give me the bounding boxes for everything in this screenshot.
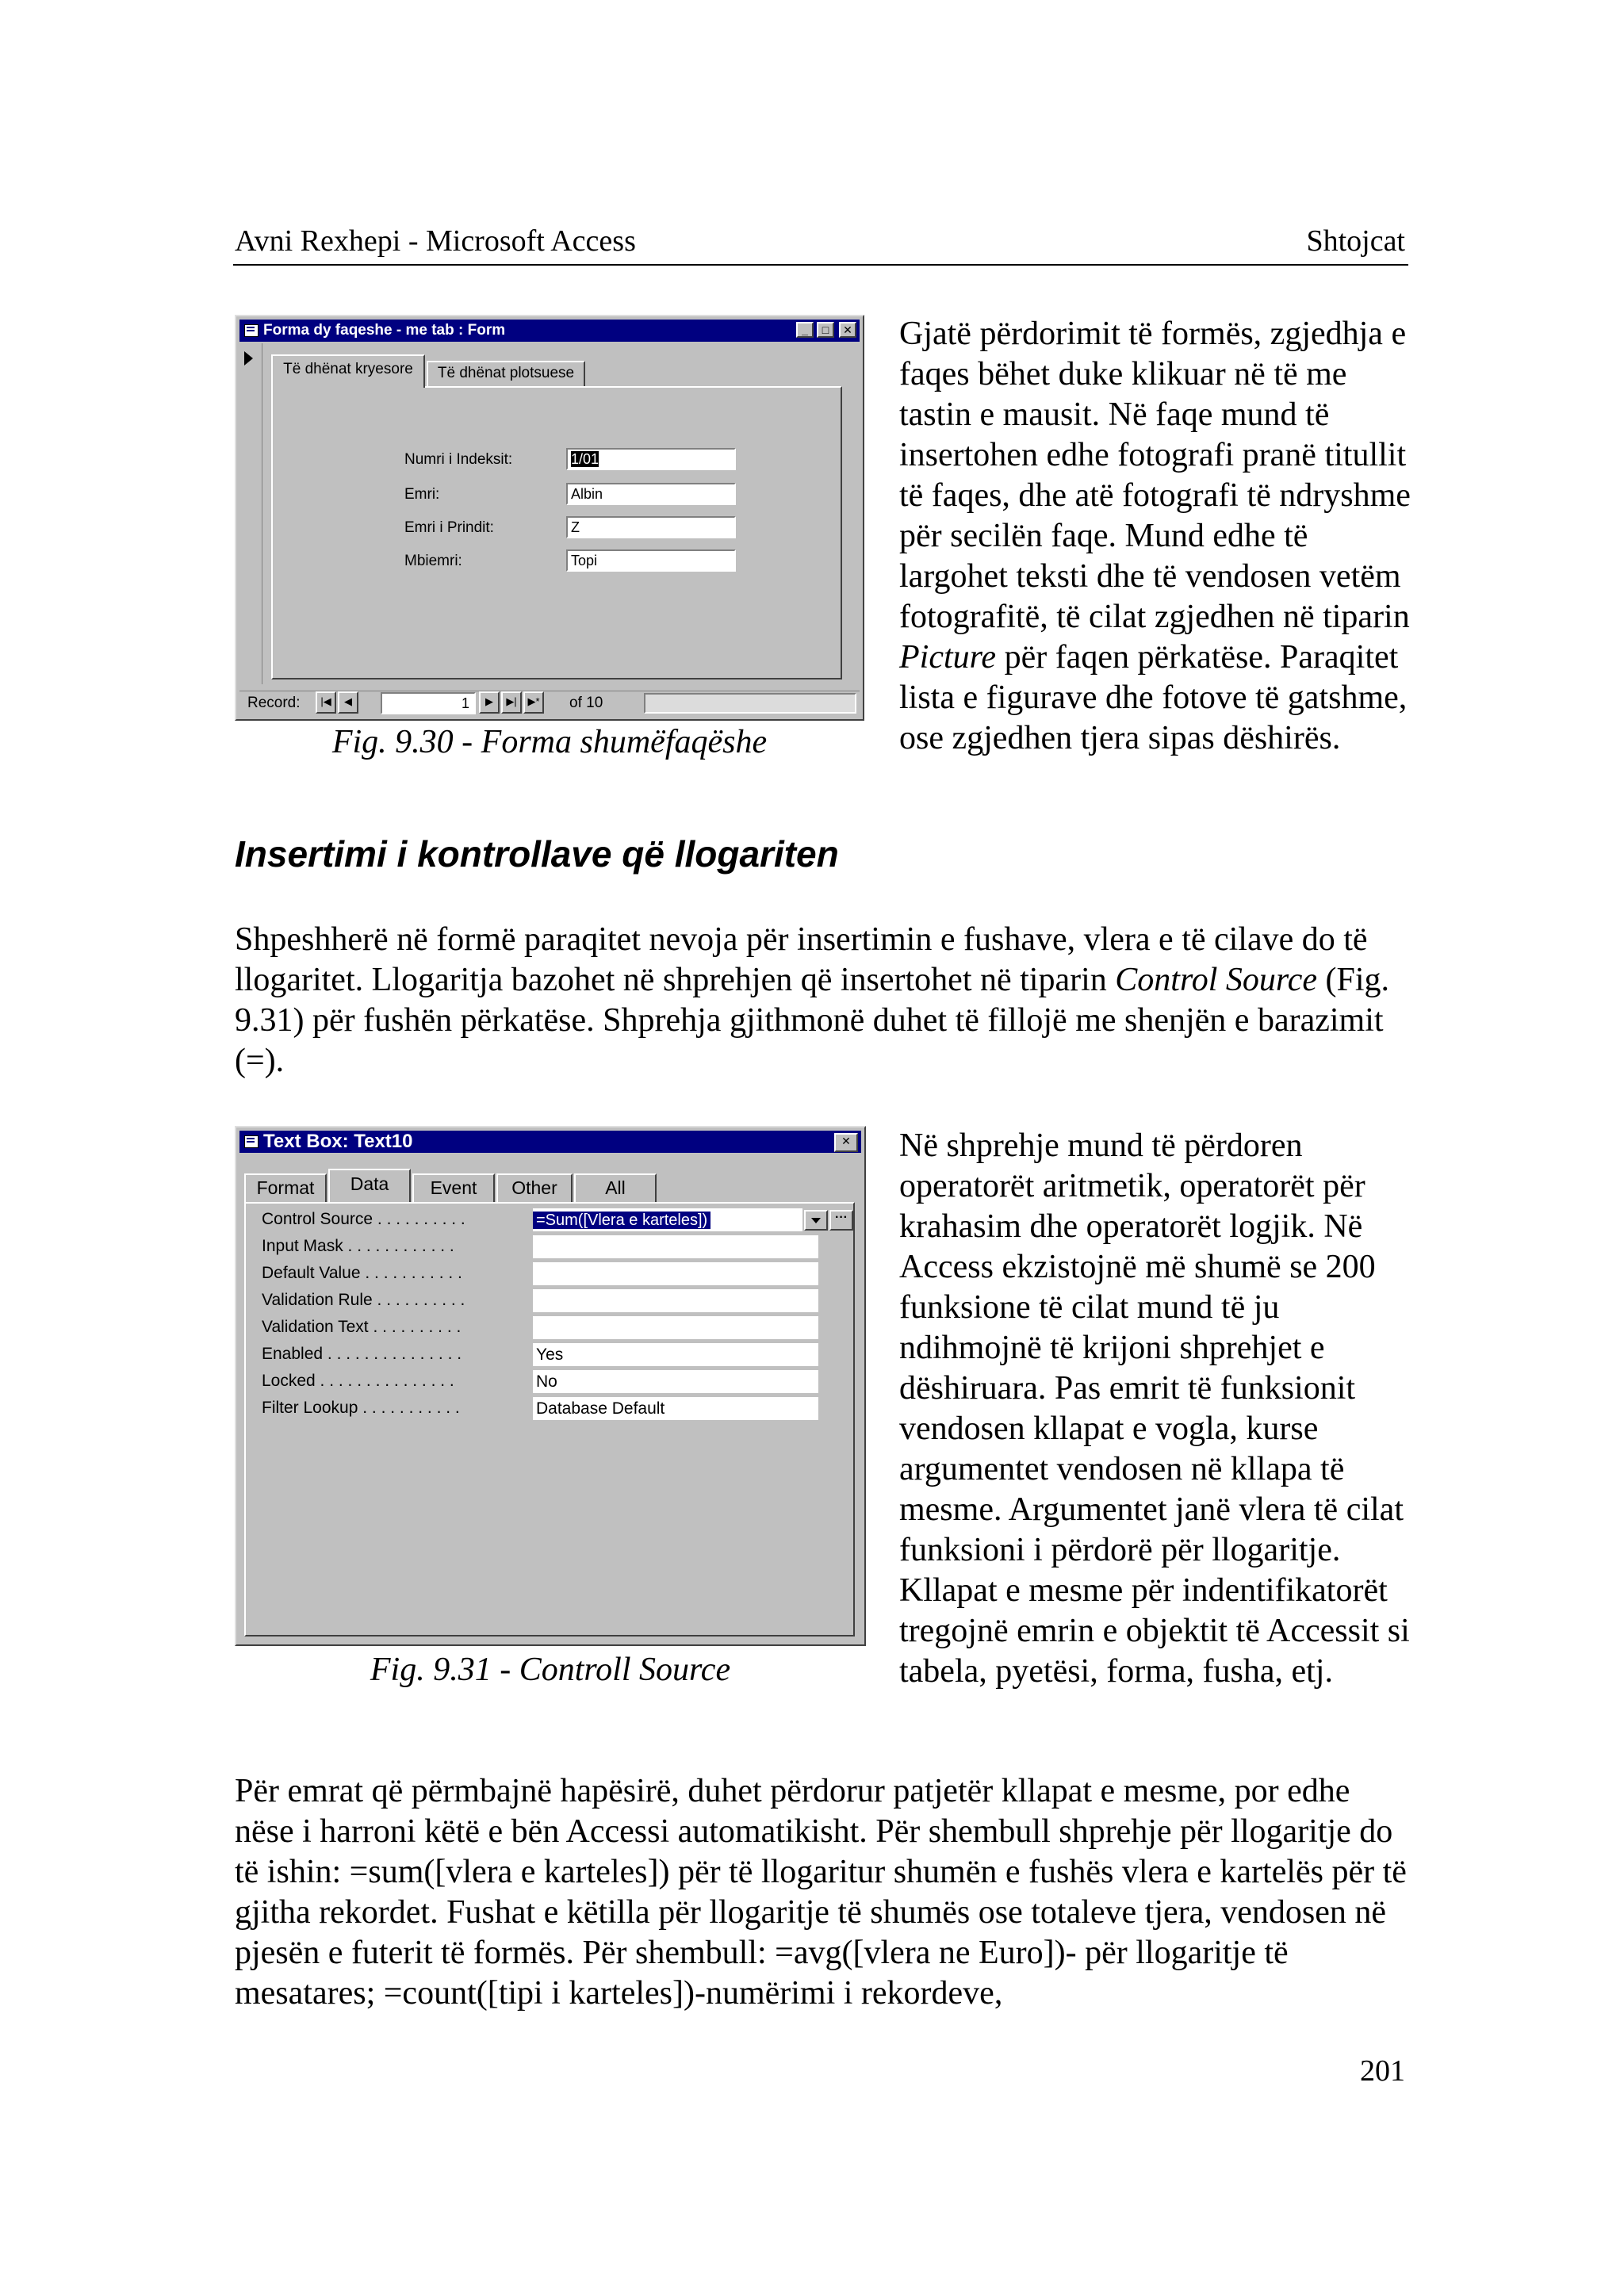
- numri-i-indeksit-value: 1/01: [571, 451, 599, 467]
- page-number: 201: [1360, 2054, 1405, 2088]
- property-value[interactable]: [533, 1316, 818, 1340]
- tab-label: Event: [430, 1177, 477, 1198]
- chevron-down-icon: [811, 1218, 821, 1223]
- property-validation-rule[interactable]: [246, 1289, 856, 1313]
- record-navigation: [239, 691, 860, 715]
- figure-caption-9-31: Fig. 9.31 - Controll Source: [370, 1652, 731, 1688]
- figure-caption-9-30: Fig. 9.30 - Forma shumëfaqëshe: [331, 724, 768, 760]
- property-sheet-window: [235, 1126, 866, 1646]
- tab-control: [271, 354, 842, 679]
- close-button[interactable]: ✕: [834, 1133, 858, 1152]
- tab-label: Other: [511, 1177, 557, 1198]
- section-heading: Insertimi i kontrollave që llogariten: [235, 833, 839, 875]
- running-header-title: Avni Rexhepi - Microsoft Access: [235, 224, 636, 258]
- paragraph-pages-text-end: për faqen përkatëse. Paraqitet lista e figurave dhe fotove të gatshme, ose zgjedhen tjera sipas dëshirës.: [899, 639, 1408, 756]
- property-value[interactable]: [533, 1235, 818, 1259]
- label-mbiemri: Mbiemri:: [404, 553, 462, 569]
- property-validation-text[interactable]: [246, 1316, 856, 1340]
- tab-te-dhenat-plotsuese[interactable]: [427, 361, 585, 386]
- property-enabled[interactable]: [246, 1343, 856, 1367]
- paragraph-functions: Në shprehje mund të përdoren operatorët aritmetik, operatorët për krahasim dhe operatorët logjik. Në Access ekzistojnë më shumë se 200 funksione të cilat mund të ju ndihmojnë të krijoni shprehjet e dëshiruara. Pas emrit të funksionit vendosen kllapat e vogla, kurse argumentet vendosen në kllapa të mesme. Argumentet janë vlera të cilat funksioni i përdorë për llogaritje. Kllapat e mesme për indentifikatorët tregojnë emrin e objektit të Accessit si tabela, pyetësi, forma, fusha, etj.: [899, 1127, 1410, 1690]
- property-sheet-title: Text Box: Text10: [263, 1131, 413, 1152]
- tab-other[interactable]: [496, 1173, 573, 1202]
- tab-label: Format: [256, 1177, 315, 1198]
- control-source-value: =Sum([Vlera e karteles]): [533, 1212, 710, 1229]
- property-label: Locked . . . . . . . . . . . . . . .: [262, 1372, 454, 1390]
- paragraph-calculated-text: Shpeshherë në formë paraqitet nevoja për insertimin e fushave, vlera e të cilave do të llogaritet. Llogaritja bazohet në shprehjen që insertohet në tiparin: [235, 921, 1368, 998]
- form-window-title: Forma dy faqeshe - me tab : Form: [263, 322, 506, 339]
- tab-page: [271, 386, 842, 679]
- tab-label: Të dhënat plotsuese: [437, 365, 575, 381]
- property-label: Enabled . . . . . . . . . . . . . . .: [262, 1345, 462, 1363]
- paragraph-pages-text: Gjatë përdorimit të formës, zgjedhja e faqes bëhet duke klikuar në të me tastin e mausit. Në faqe mund të insertohen edhe fotografi pranë titullit të faqes, dhe atë fotografi të ndryshme për secilën faqe. Mund edhe të largohet teksti dhe të vendosen vetëm fotografitë, të cilat zgjedhen në tiparin: [899, 316, 1411, 635]
- form-window: [235, 315, 864, 721]
- record-number-input[interactable]: [381, 692, 476, 714]
- tab-label: Data: [350, 1173, 389, 1194]
- property-tabs: [244, 1169, 855, 1202]
- maximize-button[interactable]: □: [817, 322, 834, 338]
- property-input-mask[interactable]: [246, 1235, 856, 1259]
- properties-icon: [244, 1135, 259, 1148]
- last-record-icon[interactable]: ▶|: [501, 691, 522, 714]
- property-page: [244, 1202, 855, 1636]
- builder-button[interactable]: ···: [829, 1210, 853, 1231]
- mbiemri-field[interactable]: Topi: [566, 549, 736, 572]
- tab-event[interactable]: [412, 1173, 495, 1202]
- record-selector[interactable]: [239, 343, 262, 684]
- control-source-input[interactable]: [533, 1208, 802, 1232]
- property-value[interactable]: Yes: [533, 1343, 818, 1367]
- control-source-term: Control Source: [1115, 962, 1317, 998]
- tab-label: Të dhënat kryesore: [283, 361, 413, 377]
- property-value[interactable]: Database Default: [533, 1397, 818, 1421]
- dropdown-button[interactable]: [804, 1210, 828, 1231]
- paragraph-examples: Për emrat që përmbajnë hapësirë, duhet përdorur patjetër kllapat e mesme, por edhe nëse i harroni këtë e bën Accessi automatikisht. Për shembull shprehje për llogaritje do të ishin: =sum([vlera e karteles]) për të llogaritur shumën e fushës vlera e kartelës për të gjitha rekordet. Fushat e këtilla për llogaritje të shumës ose totaleve tjera, vendosen në pjesën e futerit të formës. Për shembull: =avg([vlera ne Euro])- për llogaritje të mesatares; =count([tipi i karteles])-numërimi i rekordeve,: [235, 1773, 1407, 2012]
- property-label: Validation Text . . . . . . . . . .: [262, 1318, 462, 1336]
- label-emri-i-prindit: Emri i Prindit:: [404, 519, 494, 536]
- record-label: Record:: [247, 695, 301, 711]
- horizontal-scrollbar[interactable]: [644, 693, 856, 714]
- picture-term: Picture: [899, 639, 997, 676]
- property-label: Default Value . . . . . . . . . . .: [262, 1264, 462, 1282]
- property-list: [246, 1208, 856, 1430]
- property-control-source[interactable]: [246, 1208, 856, 1232]
- property-label: Input Mask . . . . . . . . . . . .: [262, 1237, 454, 1255]
- property-label: Control Source . . . . . . . . . .: [262, 1210, 465, 1228]
- new-record-icon[interactable]: ▶*: [523, 691, 544, 714]
- current-record-icon: [244, 351, 253, 366]
- paragraph-pages: [899, 314, 1411, 759]
- property-default-value[interactable]: [246, 1262, 856, 1286]
- property-locked[interactable]: [246, 1370, 856, 1394]
- label-numri-i-indeksit: Numri i Indeksit:: [404, 451, 513, 468]
- property-sheet-titlebar: [239, 1131, 861, 1153]
- tab-te-dhenat-kryesore[interactable]: [271, 354, 425, 388]
- label-emri: Emri:: [404, 486, 440, 503]
- property-value[interactable]: [533, 1262, 818, 1286]
- header-rule: [233, 264, 1408, 266]
- first-record-icon[interactable]: |◀: [316, 691, 336, 714]
- minimize-button[interactable]: _: [796, 322, 814, 338]
- previous-record-icon[interactable]: ◀: [338, 691, 358, 714]
- emri-field[interactable]: Albin: [566, 483, 736, 505]
- property-label: Filter Lookup . . . . . . . . . . .: [262, 1399, 460, 1417]
- property-filter-lookup[interactable]: [246, 1397, 856, 1421]
- numri-i-indeksit-field[interactable]: [566, 448, 736, 470]
- property-value[interactable]: No: [533, 1370, 818, 1394]
- next-record-icon[interactable]: ▶: [479, 691, 500, 714]
- running-header-chapter: Shtojcat: [1306, 224, 1405, 258]
- form-window-titlebar: [239, 320, 860, 342]
- paragraph-calculated-fields: [235, 920, 1413, 1081]
- paragraph-calculated-text-end: (Fig. 9.31) për fushën përkatëse. Shprehja gjithmonë duhet të fillojë me shenjën e barazimit (=).: [235, 962, 1390, 1079]
- record-total: of 10: [569, 695, 603, 711]
- close-button[interactable]: ✕: [839, 322, 856, 338]
- tab-all[interactable]: [574, 1173, 657, 1202]
- tab-data[interactable]: [328, 1169, 411, 1202]
- property-label: Validation Rule . . . . . . . . . .: [262, 1291, 465, 1309]
- tab-format[interactable]: [244, 1173, 327, 1202]
- record-number-value: 1: [461, 695, 469, 711]
- form-icon: [244, 324, 259, 337]
- property-value[interactable]: [533, 1289, 818, 1313]
- tab-label: All: [605, 1177, 626, 1198]
- emri-i-prindit-field[interactable]: Z: [566, 516, 736, 538]
